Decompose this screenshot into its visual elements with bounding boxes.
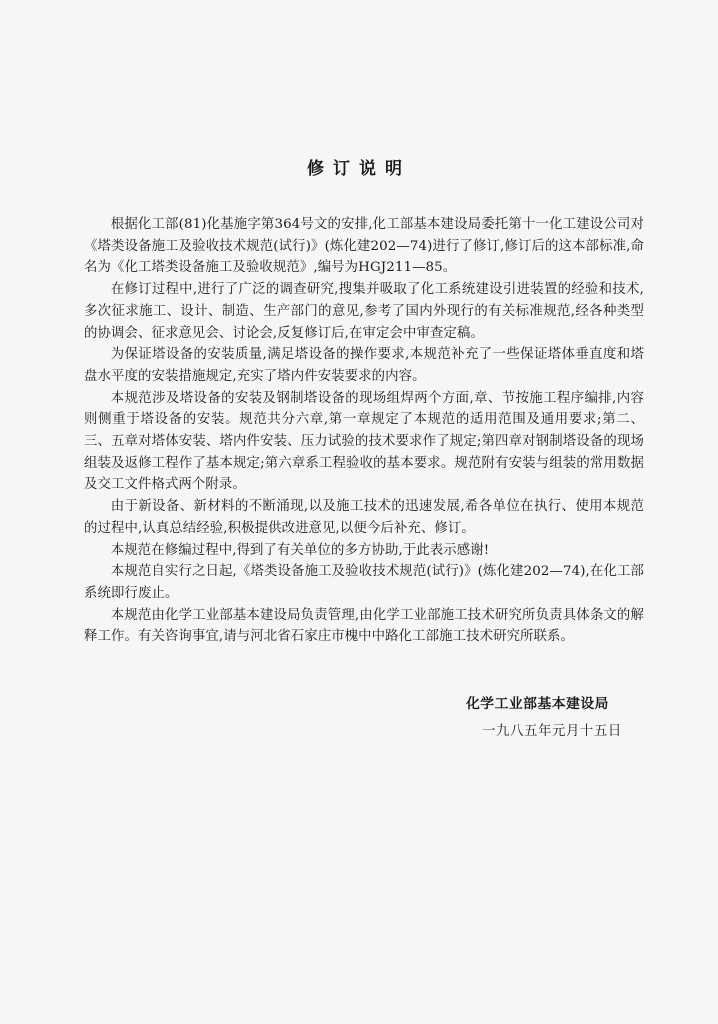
document-body [84,214,644,648]
signature-date: 一九八五年元月十五日 [482,724,622,739]
paragraph-1: 根据化工部(81)化基施字第364号文的安排,化工部基本建设局委托第十一化工建设公司对《塔类设备施工及验收技术规范(试行)》(炼化建202—74)进行了修订,修订后的这本部标准,命名为《化工塔类设备施工及验收规范》,编号为HGJ211—85。 [84,217,644,276]
paragraph-7: 本规范自实行之日起,《塔类设备施工及验收技术规范(试行)》(炼化建202—74),在化工部系统即行废止。 [84,564,644,601]
paragraph-8: 本规范由化学工业部基本建设局负责管理,由化学工业部施工技术研究所负责具体条文的解释工作。有关咨询事宜,请与河北省石家庄市槐中中路化工部施工技术研究所联系。 [84,607,644,645]
paragraph-2: 在修订过程中,进行了广泛的调查研究,搜集并吸取了化工系统建设引进装置的经验和技术,多次征求施工、设计、制造、生产部门的意见,参考了国内外现行的有关标准规范,经各种类型的协调会、征求意见会、讨论会,反复修订后,在审定会中审查定稿。 [84,282,644,341]
paragraph-3: 为保证塔设备的安装质量,满足塔设备的操作要求,本规范补充了一些保证塔体垂直度和塔盘水平度的安装措施规定,充实了塔内件安装要求的内容。 [84,347,644,384]
paragraph-4: 本规范涉及塔设备的安装及钢制塔设备的现场组焊两个方面,章、节按施工程序编排,内容则侧重于塔设备的安装。规范共分六章,第一章规定了本规范的适用范围及通用要求;第二、三、五章对塔体安装、塔内件安装、压力试验的技术要求作了规定;第四章对钢制塔设备的现场组装及返修工程作了基本规定;第六章系工程验收的基本要求。规范附有安装与组装的常用数据及交工文件格式两个附录。 [84,390,644,493]
signature-organization: 化学工业部基本建设局 [466,696,609,712]
document-title: 修订说明 [307,159,411,179]
paragraph-6: 本规范在修编过程中,得到了有关单位的多方协助,于此表示感谢! [110,542,490,558]
paragraph-5: 由于新设备、新材料的不断涌现,以及施工技术的迅速发展,希各单位在执行、使用本规范的过程中,认真总结经验,积极提供改进意见,以便今后补充、修订。 [84,499,644,536]
